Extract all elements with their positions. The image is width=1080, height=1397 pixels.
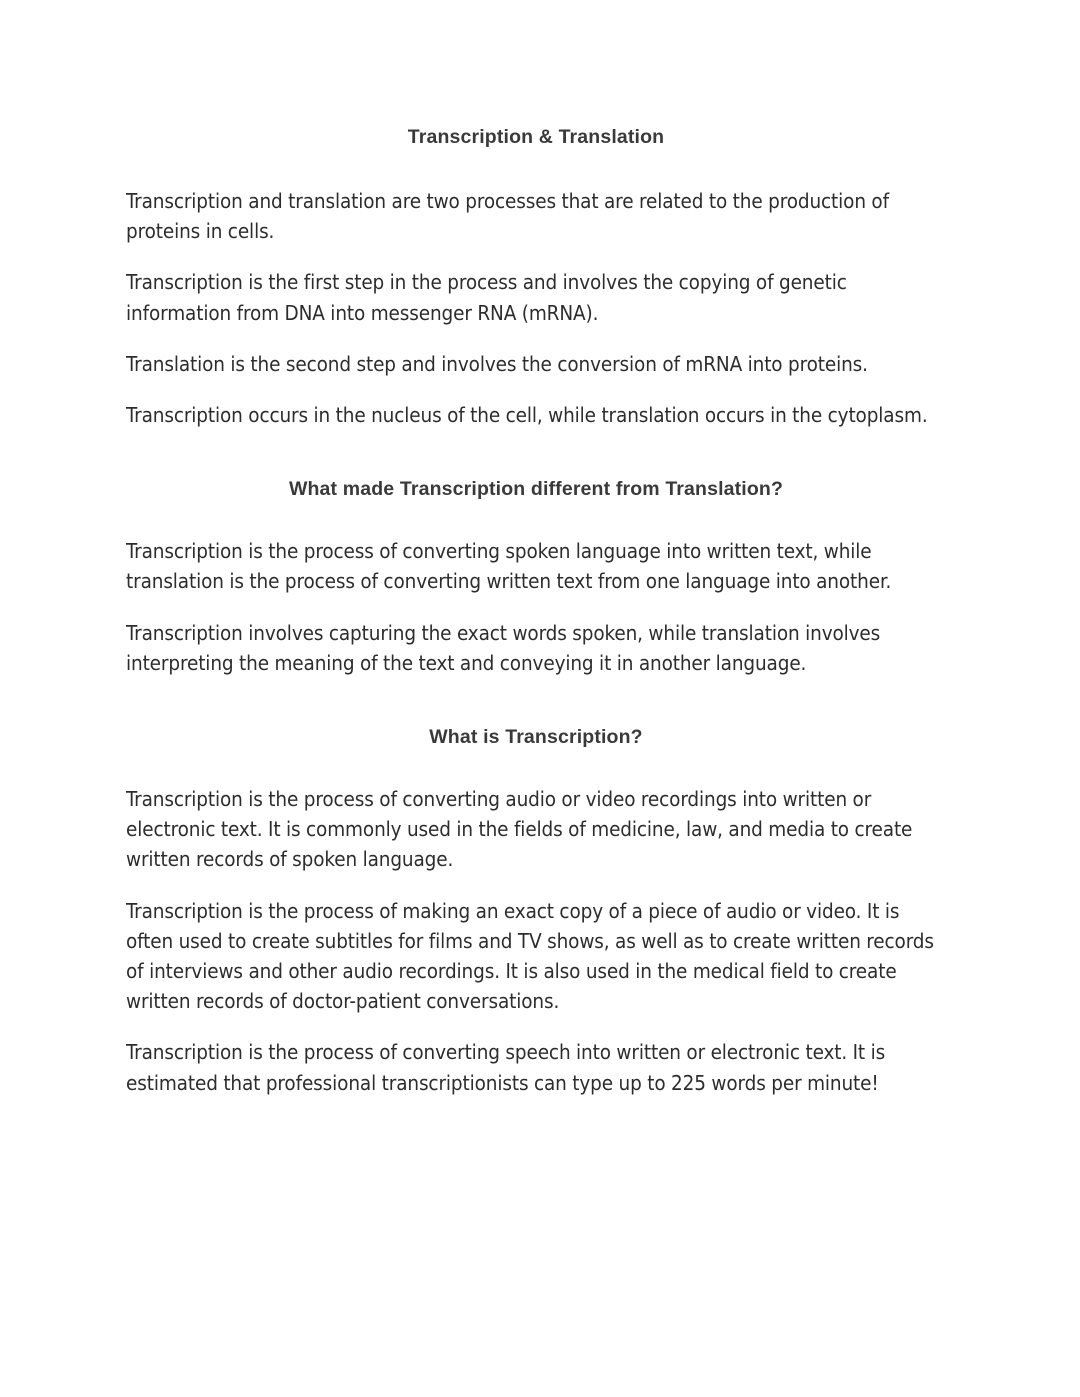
paragraph: Transcription involves capturing the exact words spoken, while translation involves interpreting the meaning of the text and conveying it in another language. <box>126 620 881 675</box>
paragraph: Transcription occurs in the nucleus of the cell, while translation occurs in the cytoplasm. <box>126 403 928 428</box>
section-heading: What is Transcription? <box>429 726 643 749</box>
paragraph: Transcription and translation are two processes that are related to the production of proteins in cells. <box>126 189 889 244</box>
paragraph: Translation is the second step and involves the conversion of mRNA into proteins. <box>126 351 868 376</box>
document-body <box>126 124 946 1098</box>
section-transcription-and-translation <box>126 124 946 430</box>
page-title: Transcription & Translation <box>407 126 665 148</box>
section-heading: What made Transcription different from Translation? <box>288 478 784 501</box>
paragraph: Transcription is the process of converting speech into written or electronic text. It is estimated that professional transcriptionists can type up to 225 words per minute! <box>126 1040 886 1095</box>
section-what-is-transcription <box>126 724 946 1098</box>
section-transcription-vs-translation <box>126 476 946 678</box>
paragraph: Transcription is the process of converting audio or video recordings into written or electronic text. It is commonly used in the fields of medicine, law, and media to create written records of spoken language. <box>126 787 913 872</box>
paragraph: Transcription is the first step in the process and involves the copying of genetic information from DNA into messenger RNA (mRNA). <box>126 270 847 325</box>
paragraph: Transcription is the process of converting spoken language into written text, while translation is the process of converting written text from one language into another. <box>126 539 892 594</box>
paragraph: Transcription is the process of making an exact copy of a piece of audio or video. It is often used to create subtitles for films and TV shows, as well as to create written records of interviews and other audio recordings. It is also used in the medical field to create written records of doctor-patient conversations. <box>126 898 934 1014</box>
